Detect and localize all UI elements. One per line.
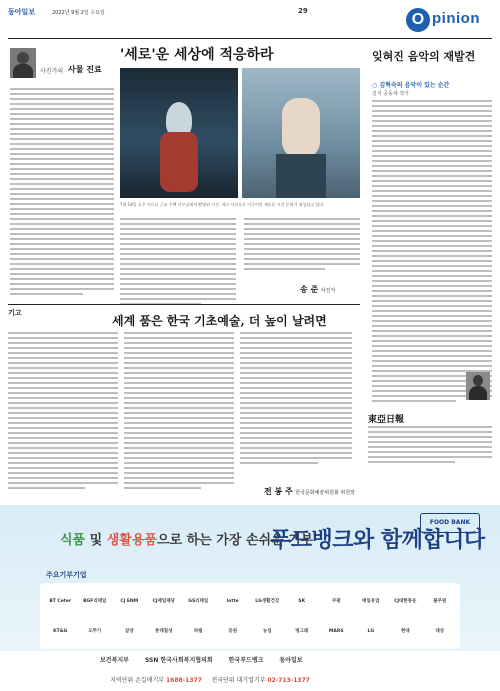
- partner-logo-grid: [40, 583, 460, 649]
- ad-footer: [0, 651, 500, 691]
- main-article-body-col1: [120, 218, 236, 308]
- partner-logo: 대상: [435, 629, 445, 634]
- partner-logo: 매일유업: [362, 599, 380, 604]
- partner-logo: LG: [367, 628, 375, 634]
- partner-logo: 롯데칠성: [155, 629, 173, 634]
- partner-logo: CJ제일제당: [152, 599, 175, 604]
- guest-headline: 세계 품은 한국 기초예술, 더 높이 날려면: [112, 314, 327, 328]
- partner-logo: 빙그레: [295, 629, 309, 634]
- partner-logo: CJ대한통운: [394, 599, 417, 604]
- article-photo: [120, 68, 238, 198]
- partner-logo: BGF리테일: [83, 599, 107, 604]
- sponsor-org: 보건복지부: [100, 657, 129, 664]
- author-portrait: [10, 48, 36, 78]
- column-label: 사진가의: [40, 68, 64, 75]
- foodbank-logo: FOOD BANK: [420, 513, 480, 533]
- sponsor-org: 한국푸드뱅크: [228, 657, 264, 664]
- guest-body-col1: [8, 332, 118, 492]
- masthead-box: [368, 412, 492, 472]
- sponsor-orgs: [100, 655, 303, 664]
- partner-logo: LG생활건강: [255, 599, 280, 604]
- guest-body-col2: [124, 332, 234, 492]
- column-author: 사물 진료: [68, 65, 102, 74]
- main-byline: 송 준 사진가: [300, 285, 336, 294]
- side-author-portrait: [466, 372, 490, 400]
- main-headline: '세로'운 세상에 적응하라: [120, 47, 274, 63]
- partner-logo: 동원: [228, 629, 238, 634]
- ad-tagline: 식품 및 생활용품으로 하는 가장 손쉬운 기부: [60, 533, 314, 548]
- partner-logo: SK: [298, 598, 306, 604]
- masthead-name: 東亞日報: [368, 415, 405, 425]
- partner-logo: BT Ceter: [49, 598, 72, 604]
- side-article-body: [372, 100, 492, 405]
- partner-logo: 삼양: [124, 629, 134, 634]
- partners-label: 주요기부기업: [46, 571, 87, 579]
- guest-body-col3: [240, 332, 352, 467]
- guest-rule: [8, 304, 360, 305]
- guest-tag: 기고: [8, 309, 22, 317]
- page-number: 29: [298, 7, 308, 15]
- partner-logo: 농심: [262, 629, 272, 634]
- partner-logo: 현대: [400, 629, 410, 634]
- newspaper-name: 동아일보: [8, 7, 36, 16]
- partner-logo: 쿠팡: [331, 599, 341, 604]
- partner-logo: KT&G: [53, 628, 68, 634]
- sponsor-org: 동아일보: [279, 657, 303, 664]
- side-headline: 잊혀진 음악의 재발견: [372, 50, 476, 63]
- partner-logo: lotte: [226, 598, 239, 604]
- main-article-body-col3: [244, 218, 360, 273]
- partner-logo: 하림: [193, 629, 203, 634]
- header-rule: [8, 38, 492, 39]
- side-sub-label: ○ 김혁숙의 음악이 있는 순간: [372, 82, 450, 89]
- partner-logo: 풀무원: [433, 599, 447, 604]
- guest-byline: 전 봉 주 한국문화예술위원회 위원장: [264, 487, 355, 496]
- issue-date: 2022년 9월 2일 수요일: [52, 10, 105, 16]
- side-author: 김지 공동체 작가: [372, 91, 409, 97]
- partner-logo: MARS: [328, 628, 344, 634]
- sponsor-org: SSN 한국사회복지협의회: [144, 657, 213, 664]
- left-column-body: [10, 88, 114, 298]
- opinion-section-logo: O pinion: [406, 8, 490, 34]
- ad-phones: 지역단위 손길애기부 1688-1377 전국단위 대기업기부 02-713-1377: [110, 677, 310, 684]
- foodbank-advertisement: [0, 505, 500, 691]
- ad-headline: 푸드뱅크와 함께합니다: [270, 528, 485, 553]
- partner-logo: 오뚜기: [88, 629, 102, 634]
- partner-logo: GS리테일: [188, 599, 209, 604]
- partner-logo: CJ ENM: [120, 598, 139, 604]
- article-photo-2: [242, 68, 360, 198]
- photo-caption: 7월 18일 호주 시드니 근교 주택 사무실에서 촬영된 사진. 세로 사진으로 이루어진 새로운 시각 문화가 형성되고 있다.: [120, 202, 325, 207]
